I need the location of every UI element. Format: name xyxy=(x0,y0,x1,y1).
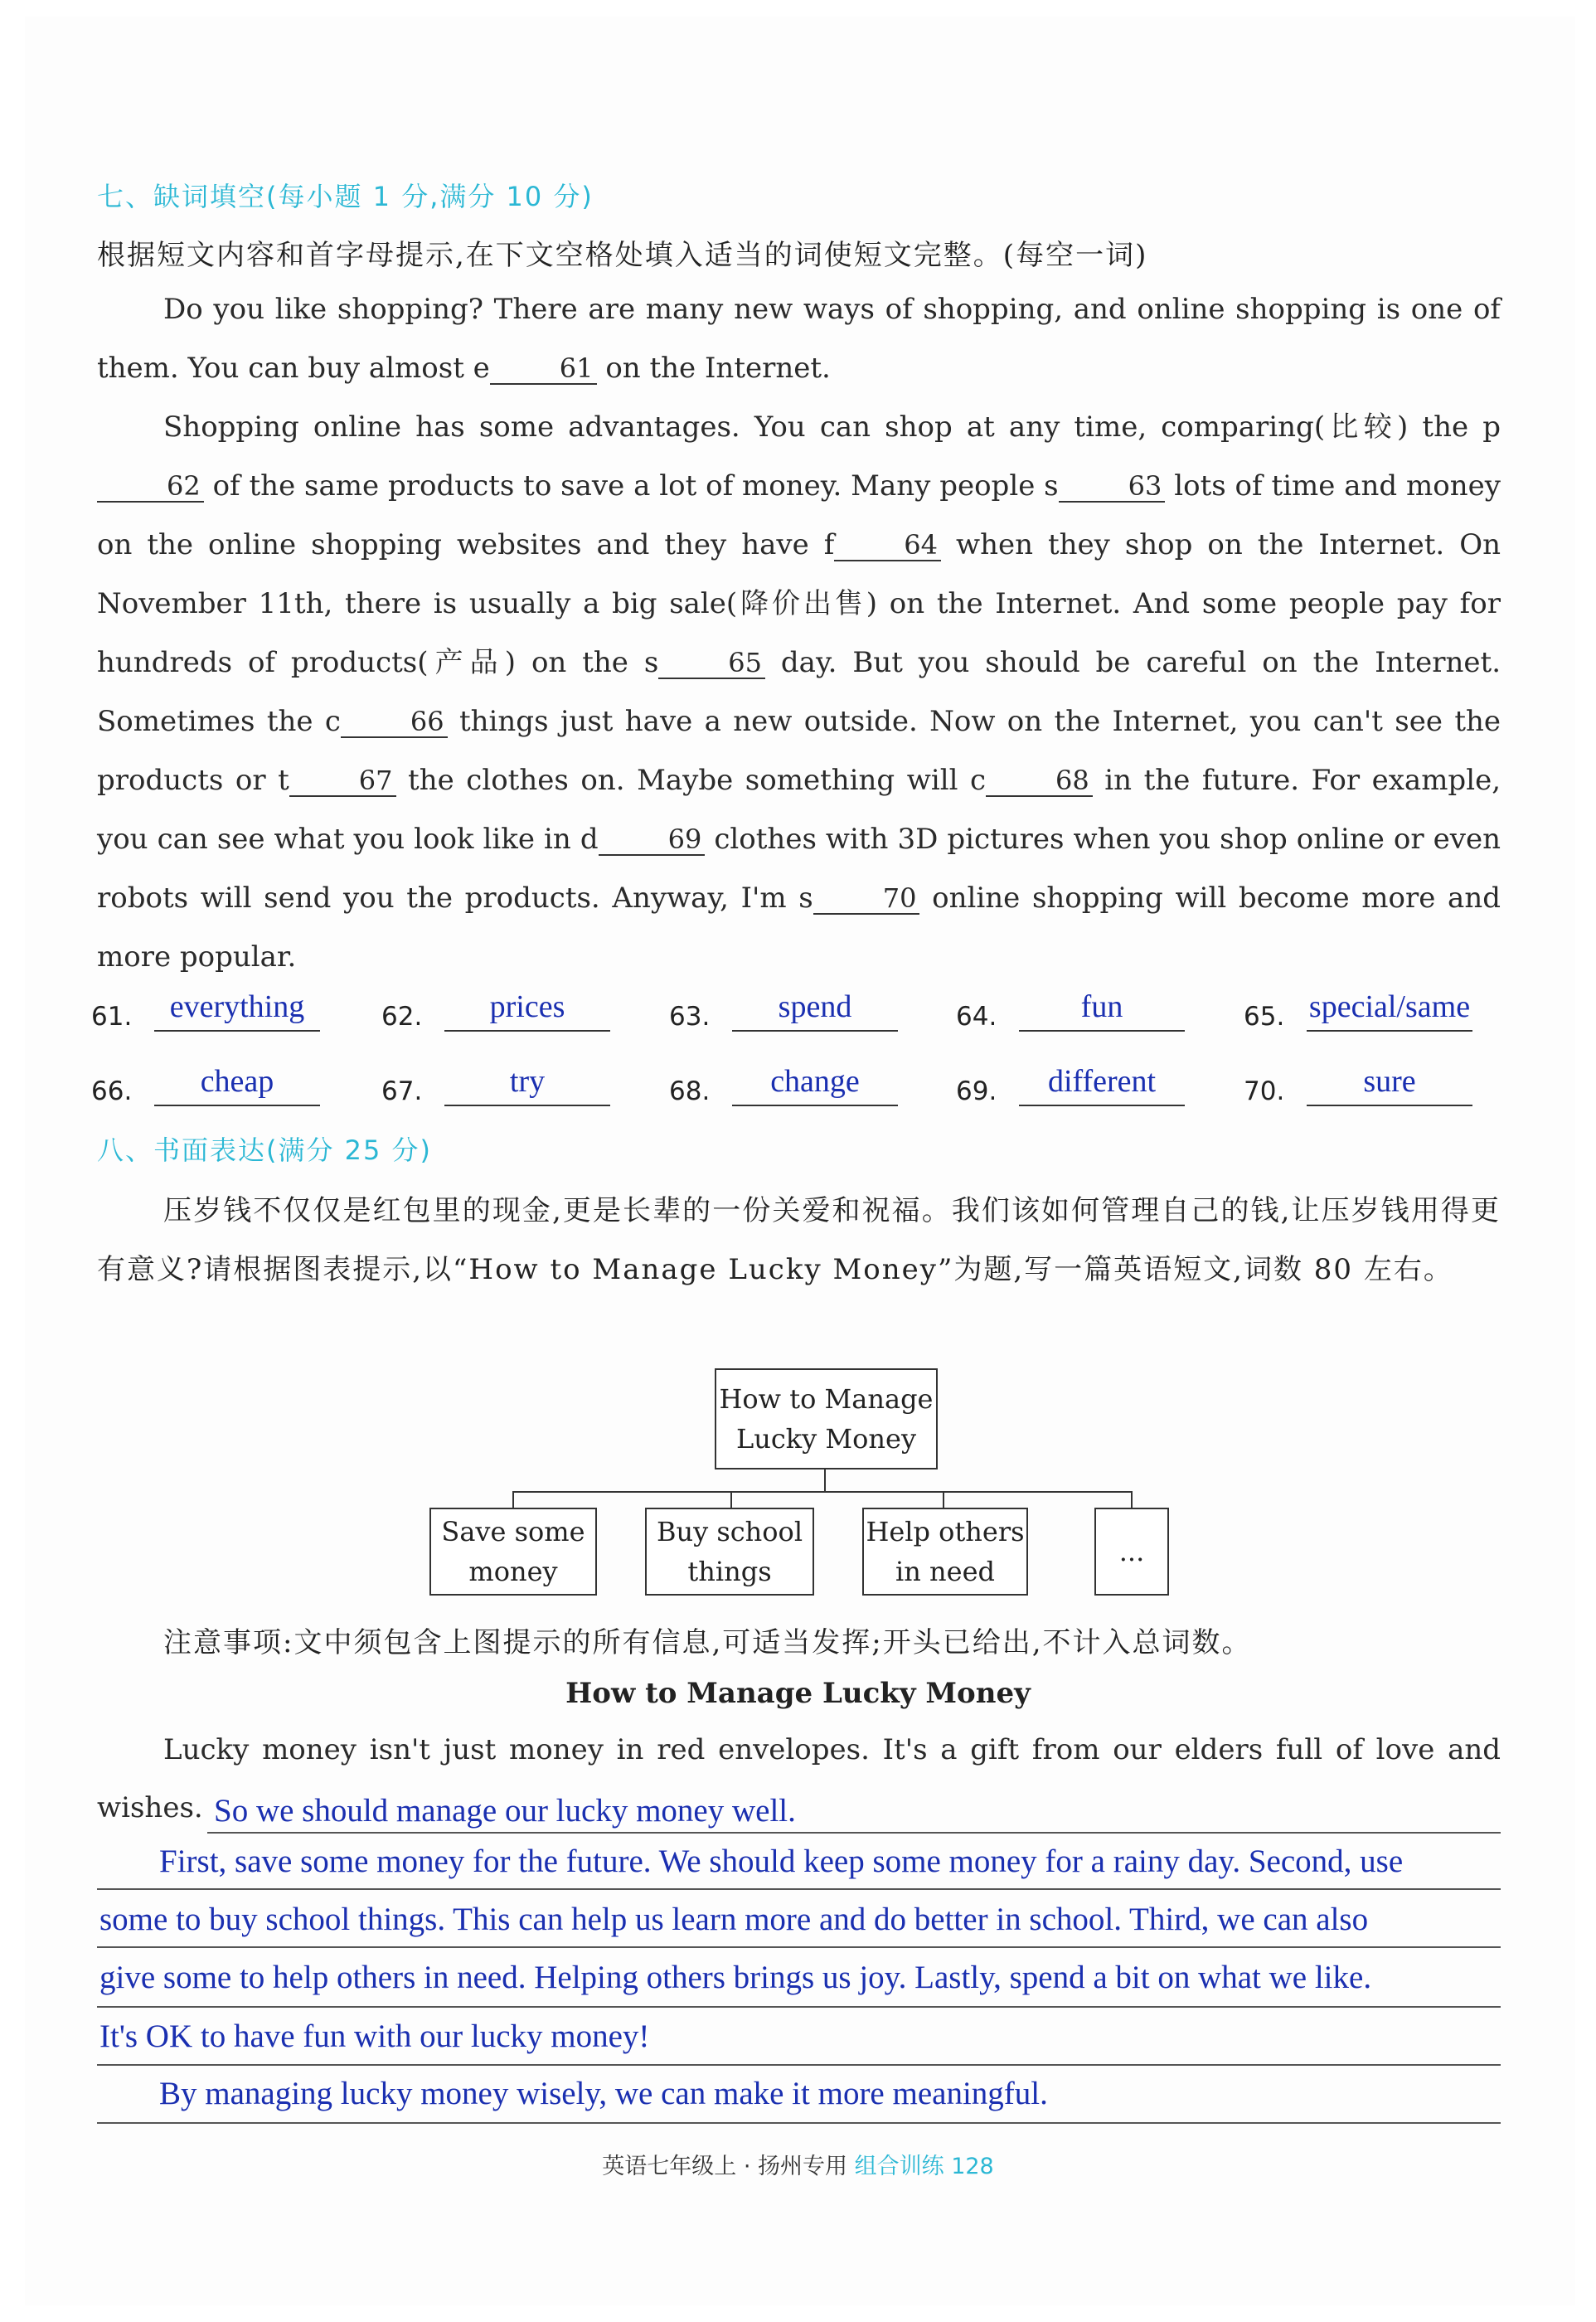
answer-text: sure xyxy=(1363,1064,1416,1099)
diagram-child-box xyxy=(1094,1508,1169,1596)
answer-line xyxy=(1307,1105,1472,1106)
diagram-child-box xyxy=(862,1508,1028,1596)
essay-title: How to Manage Lucky Money xyxy=(565,1677,1031,1710)
essay-writing-line xyxy=(97,2006,1501,2008)
writing-note: 注意事项:文中须包含上图提示的所有信息,可适当发挥;开头已给出,不计入总词数。 xyxy=(163,1626,1252,1659)
blank-63: 63 xyxy=(1059,471,1166,503)
answer-text: prices xyxy=(489,989,565,1024)
answer-line xyxy=(1019,1105,1185,1106)
blank-68: 68 xyxy=(986,765,1093,797)
answer-line xyxy=(444,1105,610,1106)
section7-instruction: 根据短文内容和首字母提示,在下文空格处填入适当的词使短文完整。(每空一词) xyxy=(97,239,1148,272)
essay-given-line1: Lucky money isn't just money in red envelopes. It's a gift from our elders full of love and xyxy=(163,1733,1501,1766)
essay-handwritten-line: give some to help others in need. Helping others brings us joy. Lastly, spend a bit on what we like. xyxy=(99,1960,1372,1995)
essay-writing-line xyxy=(97,1888,1501,1890)
essay-handwritten-line: So we should manage our lucky money well. xyxy=(214,1793,796,1829)
answer-line xyxy=(1307,1030,1472,1032)
answer-number: 68. xyxy=(669,1076,711,1106)
answer-row-1 xyxy=(91,979,1501,1037)
answer-text: spend xyxy=(778,989,852,1024)
answer-number: 69. xyxy=(956,1076,997,1106)
essay-writing-line xyxy=(97,2122,1501,2124)
diagram-root-line2: Lucky Money xyxy=(735,1423,917,1455)
answer-line xyxy=(154,1105,320,1106)
essay-writing-line xyxy=(207,1832,1501,1834)
essay-given-line2: wishes. xyxy=(97,1791,203,1824)
blank-62: 62 xyxy=(97,471,204,503)
blank-66: 66 xyxy=(341,707,448,738)
answer-number: 66. xyxy=(91,1076,133,1106)
essay-handwritten-line: some to buy school things. This can help us learn more and do better in school. Third, we can also xyxy=(99,1902,1369,1937)
answer-text: cheap xyxy=(200,1064,274,1099)
blank-67: 67 xyxy=(289,765,396,797)
essay-writing-line xyxy=(97,2064,1501,2066)
footer-book: 英语七年级上 · 扬州专用 xyxy=(602,2154,847,2179)
diagram-child-line2: money xyxy=(468,1556,558,1587)
diagram-connector xyxy=(512,1491,1131,1493)
writing-prompt: 压岁钱不仅仅是红包里的现金,更是长辈的一份关爱和祝福。我们该如何管理自己的钱,让压岁钱用得更有意义?请根据图表提示,以“How to Manage Lucky Money”为题,写一篇英语短文,词数 80 左右。 xyxy=(97,1194,1501,1286)
answer-number: 63. xyxy=(669,1002,711,1032)
essay-writing-line xyxy=(97,1946,1501,1948)
passage-paragraph-2: Shopping online has some advantages. You can shop at any time, comparing(比较) the p62 of the same products to save a lot of money. Many people s 63 lots of time and money on the online shopping websites and they have f 64 when they shop on the Internet. On November 11th, there is usually a big sale(降价出售) on the Internet. And some people pay for hundreds of products(产品) on the s 65 day. But you should be careful on the Internet. Sometimes the c 66 things just have a new outside. Now on the Internet, you can't see the products or t 67 the clothes on. Maybe something will c 68 in the future. For example, you can see what you look like in d 69 clothes with 3D pictures when you shop online or even robots will send you the products. Anyway, I'm s 70 online shopping will become more and more popular. xyxy=(97,410,1501,974)
answer-line xyxy=(154,1030,320,1032)
essay-handwritten-line: First, save some money for the future. We should keep some money for a rainy day. Second, use xyxy=(159,1844,1404,1879)
answer-number: 61. xyxy=(91,1002,133,1032)
diagram-child-line2: things xyxy=(687,1556,772,1587)
answer-line xyxy=(1019,1030,1185,1032)
blank-65: 65 xyxy=(658,648,765,679)
answer-number: 64. xyxy=(956,1002,997,1032)
answer-text: different xyxy=(1047,1064,1157,1099)
diagram-child-box xyxy=(429,1508,597,1596)
diagram-connector xyxy=(943,1491,944,1508)
answer-text: try xyxy=(509,1064,546,1099)
answer-text: change xyxy=(770,1064,860,1099)
passage-paragraph-1: Do you like shopping? There are many new ways of shopping, and online shopping is one of them. You can buy almost e 61 on the Internet. xyxy=(97,293,1501,385)
diagram-root-line1: How to Manage xyxy=(719,1383,934,1415)
diagram-connector xyxy=(1131,1491,1133,1508)
section7-title: 七、缺词填空(每小题 1 分,满分 10 分) xyxy=(97,181,594,212)
page-footer xyxy=(0,2148,1596,2180)
answer-number: 67. xyxy=(381,1076,423,1106)
answer-number: 70. xyxy=(1244,1076,1285,1106)
answer-number: 65. xyxy=(1244,1002,1285,1032)
diagram-connector xyxy=(512,1491,514,1508)
answer-text: fun xyxy=(1080,989,1123,1024)
answer-number: 62. xyxy=(381,1002,423,1032)
blank-69: 69 xyxy=(599,824,706,856)
answer-line xyxy=(732,1030,898,1032)
answer-text: everything xyxy=(169,989,305,1024)
footer-page-number: 128 xyxy=(951,2154,994,2179)
answer-line xyxy=(732,1105,898,1106)
diagram-root-box xyxy=(715,1368,938,1469)
footer-series: 组合训练 xyxy=(854,2154,944,2179)
answer-row-2 xyxy=(91,1053,1501,1111)
diagram-child-line1: Save some xyxy=(441,1516,585,1547)
answer-line xyxy=(444,1030,610,1032)
diagram-connector xyxy=(824,1468,826,1491)
essay-handwritten-line: It's OK to have fun with our lucky money! xyxy=(99,2018,650,2054)
answer-text: special/same xyxy=(1308,989,1471,1024)
blank-61: 61 xyxy=(490,353,597,385)
blank-64: 64 xyxy=(834,530,941,561)
essay-handwritten-line: By managing lucky money wisely, we can make it more meaningful. xyxy=(159,2076,1048,2111)
diagram-child-line1: Buy school xyxy=(656,1516,803,1547)
diagram-child-line1: Help others xyxy=(866,1516,1025,1547)
diagram-child-line2: in need xyxy=(895,1556,995,1587)
section8-title: 八、书面表达(满分 25 分) xyxy=(97,1134,433,1166)
diagram-child-box xyxy=(645,1508,814,1596)
diagram-child-line1: ... xyxy=(1118,1536,1145,1567)
diagram-connector xyxy=(730,1491,732,1508)
blank-70: 70 xyxy=(813,883,920,915)
